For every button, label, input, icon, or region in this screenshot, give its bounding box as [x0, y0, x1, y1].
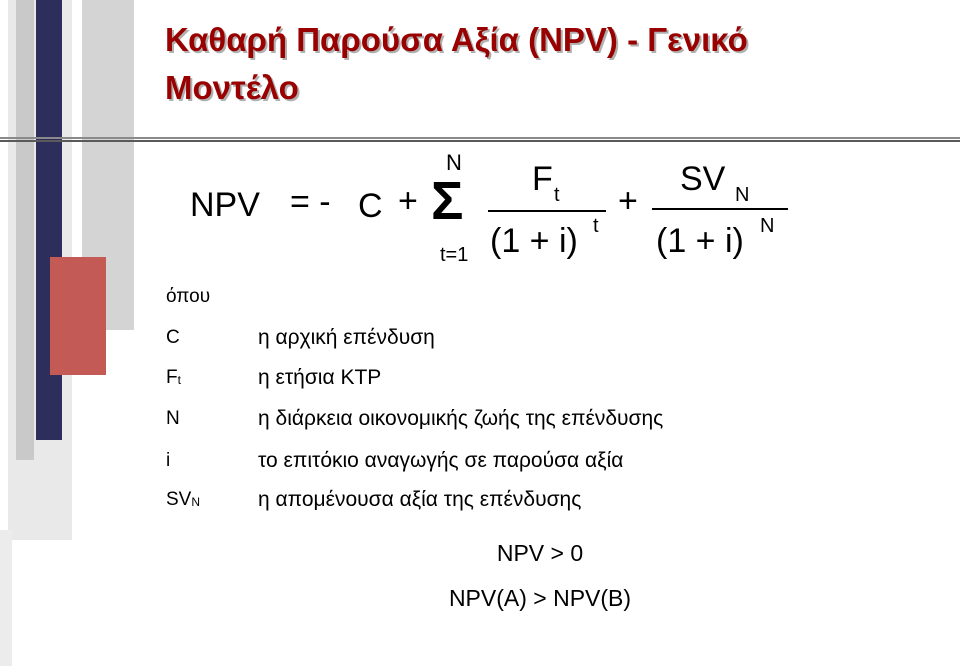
formula-sigma: Σ [431, 171, 464, 231]
formula-numerator-2-sub: N [735, 184, 750, 206]
formula-numerator-2: SV [680, 160, 726, 198]
decor-square-red [50, 257, 106, 375]
formula-sum-upper: N [446, 150, 462, 175]
title-divider-shadow [0, 140, 960, 142]
formula-denominator-1: (1 + i) [490, 222, 578, 260]
decor-stripe-mid [16, 0, 34, 460]
definition-desc-i: το επιτόκιο αναγωγής σε παρούσα αξία [258, 449, 624, 472]
definition-desc-svn: η απομένουσα αξία της επένδυσης [258, 488, 582, 511]
definition-symbol-n: N [166, 408, 180, 429]
where-label: όπου [166, 286, 211, 307]
formula-plus-2: + [618, 182, 638, 220]
formula-fraction-bar-1 [488, 210, 606, 212]
page-title-line2: Μοντέλο [165, 69, 299, 106]
formula-npv: NPV [190, 186, 260, 224]
formula-denominator-1-exp: t [593, 215, 599, 237]
definition-desc-n: η διάρκεια οικονομικής ζωής της επένδυσης [258, 407, 664, 430]
formula-sum-lower: t=1 [440, 244, 469, 266]
formula-equals-minus: = - [290, 183, 331, 221]
formula-denominator-2-exp: N [760, 215, 775, 237]
definition-desc-ft: η ετήσια ΚΤΡ [258, 366, 382, 389]
title-divider [0, 137, 960, 139]
page-title-line1: Καθαρή Παρούσα Αξία (NPV) - Γενικό [165, 21, 748, 58]
page-title [165, 16, 925, 112]
formula-plus-1: + [398, 182, 418, 220]
definition-symbol-svn: $SV_N$ [166, 489, 201, 510]
formula-numerator-1-sub: t [554, 184, 560, 206]
condition-npv-comparison: NPV(A) > NPV(B) [448, 585, 632, 611]
formula-numerator-1: F [532, 160, 553, 198]
formula-fraction-bar-2 [652, 208, 788, 210]
definition-desc-c: η αρχική επένδυση [258, 326, 435, 349]
definition-symbol-i: i [166, 450, 171, 471]
decor-stripe-bottom [0, 530, 12, 666]
formula-denominator-2: (1 + i) [656, 222, 744, 260]
definition-symbol-ft: $F_t$ [166, 367, 181, 388]
condition-npv-positive: NPV > 0 [496, 540, 584, 566]
definition-symbol-c: C [166, 327, 180, 348]
formula-c: C [358, 187, 383, 225]
